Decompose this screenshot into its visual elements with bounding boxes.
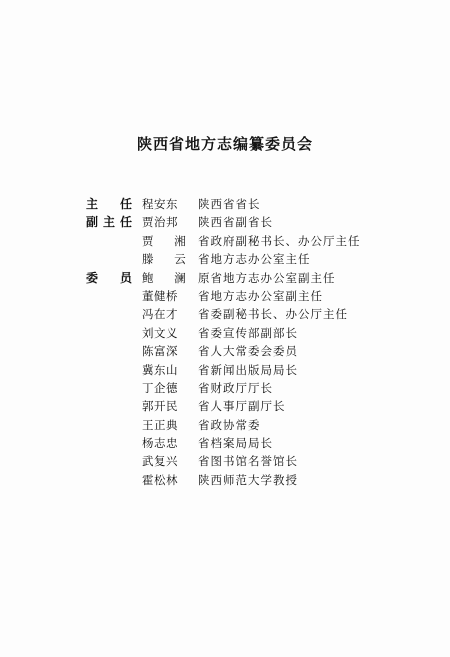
role-char: 主	[86, 197, 99, 211]
role-char: 主	[102, 215, 115, 230]
member-name: 鲍澜	[142, 270, 207, 285]
roster-row	[86, 416, 416, 434]
member-position: 省人事厅副厅长	[198, 399, 286, 414]
role-char: 员	[119, 270, 132, 285]
roster-row	[86, 269, 416, 287]
member-position: 省委宣传部副部长	[198, 325, 298, 340]
role-char: 委	[86, 270, 99, 285]
member-position: 陕西省省长	[198, 197, 261, 211]
roster-row	[86, 305, 416, 323]
member-name: 霍松林	[142, 472, 178, 487]
member-name: 程安东	[142, 197, 178, 211]
member-name: 郭开民	[142, 399, 178, 414]
member-position: 原省地方志办公室副主任	[198, 270, 336, 285]
member-position: 省地方志办公室副主任	[198, 288, 323, 303]
role-label	[86, 213, 142, 231]
member-name: 贾治邦	[142, 215, 178, 230]
roster-row	[86, 250, 416, 268]
member-position: 陕西师范大学教授	[198, 472, 298, 487]
member-name: 王正典	[142, 417, 178, 432]
roster-row	[86, 342, 416, 360]
member-position: 省人大常委会委员	[198, 344, 298, 359]
roster-row	[86, 213, 416, 231]
member-position: 省政协常委	[198, 417, 261, 432]
roster-row	[86, 471, 416, 489]
roster-row	[86, 195, 416, 213]
member-position: 陕西省副省长	[198, 215, 273, 230]
member-position: 省委副秘书长、办公厅主任	[198, 307, 348, 322]
committee-roster	[86, 195, 416, 489]
roster-row	[86, 434, 416, 452]
member-position: 省财政厅厅长	[198, 380, 273, 395]
member-position: 省档案局局长	[198, 436, 273, 451]
roster-row	[86, 361, 416, 379]
member-name: 滕云	[142, 252, 207, 267]
roster-row	[86, 397, 416, 415]
member-name: 武复兴	[142, 454, 178, 469]
member-position: 省图书馆名誉馆长	[198, 454, 298, 469]
role-label	[86, 195, 142, 213]
roster-row	[86, 379, 416, 397]
roster-row	[86, 324, 416, 342]
member-position: 省政府副秘书长、办公厅主任	[198, 233, 361, 248]
role-char: 副	[86, 215, 99, 230]
member-name: 贾湘	[142, 233, 207, 248]
role-char: 任	[119, 215, 132, 230]
member-name: 冯在才	[142, 307, 178, 322]
roster-row	[86, 452, 416, 470]
member-name: 冀东山	[142, 362, 178, 377]
member-position: 省新闻出版局局长	[198, 362, 298, 377]
member-name: 杨志忠	[142, 436, 178, 451]
page-title: 陕西省地方志编纂委员会	[136, 135, 313, 153]
member-name: 丁企德	[142, 380, 178, 395]
member-name: 董健桥	[142, 288, 178, 303]
member-name: 刘文义	[142, 325, 178, 340]
member-position: 省地方志办公室主任	[198, 252, 311, 267]
role-char: 任	[119, 197, 132, 211]
role-label	[86, 269, 142, 287]
member-name: 陈富深	[142, 344, 178, 359]
roster-row	[86, 232, 416, 250]
roster-row	[86, 287, 416, 305]
